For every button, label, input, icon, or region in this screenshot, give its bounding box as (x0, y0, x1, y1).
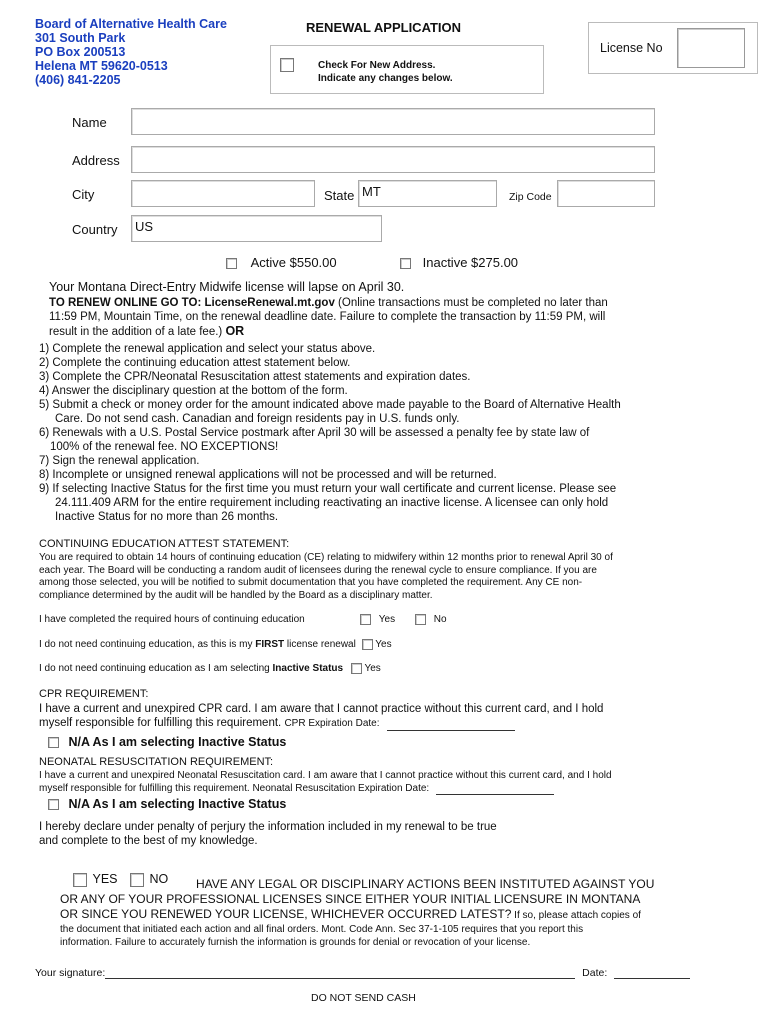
address-label: Address (72, 153, 120, 168)
cpr-na-checkbox[interactable] (48, 737, 59, 748)
inactive-checkbox[interactable] (400, 258, 411, 269)
disciplinary-attach-note: If so, please attach copies of (511, 910, 641, 921)
ce-body-line: each year. The Board will be conducting a random audit of licensees during the renewal cycle to ensure compliance. If you are (39, 564, 597, 576)
online-note-2: 11:59 PM, Mountain Time, on the renewal deadline date. Failure to complete the transaction by 11:59 PM, will (49, 311, 606, 323)
disciplinary-question-2: OR ANY OF YOUR PROFESSIONAL LICENSES SINCE EITHER YOUR INITIAL LICENSURE IN MONTANA (60, 892, 641, 906)
online-note-3: result in the addition of a late fee.) (49, 326, 223, 338)
instruction-step-line: 9) If selecting Inactive Status for the first time you must return your wall certificate and current license. Please see (39, 483, 617, 495)
instruction-step (39, 370, 759, 384)
instruction-step (39, 426, 759, 454)
declaration-line-1: I hereby declare under penalty of perjury the information included in my renewal to be true (39, 821, 497, 833)
org-name: Board of Alternative Health Care (35, 17, 227, 31)
state-label: State (324, 188, 355, 203)
ce-body-line: You are required to obtain 14 hours of continuing education (CE) relating to midwifery within 12 months prior to renewal April 30 of (39, 552, 613, 563)
instruction-step-line: 4) Answer the disciplinary question at the bottom of the form. (39, 385, 348, 397)
ce-q1-no-checkbox[interactable] (415, 614, 426, 625)
ce-body-line: compliance determined by the audit will be handled by the Board as a disciplinary matter. (39, 589, 433, 601)
signature-line[interactable] (105, 967, 575, 979)
cpr-expiration-line[interactable] (387, 719, 515, 731)
signature-row (35, 967, 690, 979)
city-input[interactable] (131, 180, 315, 207)
disciplinary-no-checkbox[interactable] (130, 873, 144, 887)
new-address-hint: Indicate any changes below. (318, 73, 453, 84)
disciplinary-yes-label: YES (92, 872, 118, 886)
online-renewal-link[interactable]: TO RENEW ONLINE GO TO: LicenseRenewal.mt.gov (49, 297, 335, 309)
form-title: RENEWAL APPLICATION (306, 20, 462, 35)
neonatal-heading: NEONATAL RESUSCITATION REQUIREMENT: (39, 756, 274, 768)
instruction-step-line: 1) Complete the renewal application and select your status above. (39, 343, 376, 355)
disciplinary-question-3: OR SINCE YOU RENEWED YOUR LICENSE, WHICHEVER OCCURRED LATEST? (60, 907, 512, 921)
ce-q1-text: I have completed the required hours of continuing education (39, 614, 305, 625)
new-address-box (270, 45, 544, 94)
license-number-input[interactable] (677, 28, 745, 68)
instruction-step (39, 468, 759, 482)
cpr-expiration-label: CPR Expiration Date: (284, 718, 380, 729)
country-label: Country (72, 222, 118, 237)
org-city: Helena MT 59620-0513 (35, 59, 168, 73)
inactive-status-option[interactable] (400, 255, 518, 270)
ce-q3-bold: Inactive Status (272, 663, 344, 675)
ce-heading: CONTINUING EDUCATION ATTEST STATEMENT: (39, 538, 290, 550)
instruction-step (39, 482, 759, 524)
instruction-step (39, 342, 759, 356)
ce-q3-yes-label: Yes (364, 663, 381, 675)
ce-q2-yes-label: Yes (375, 639, 392, 651)
disciplinary-question (60, 892, 760, 949)
instruction-step (39, 454, 759, 468)
instruction-step-line: 5) Submit a check or money order for the amount indicated above made payable to the Board of Alternative Health (39, 399, 621, 411)
lapse-notice: Your Montana Direct-Entry Midwife license will lapse on April 30. (49, 280, 405, 294)
neonatal-statement (39, 770, 759, 795)
online-note-1: (Online transactions must be completed no later than (334, 297, 608, 309)
active-checkbox[interactable] (226, 258, 237, 269)
or-label: OR (225, 324, 245, 338)
ce-q3-yes-checkbox[interactable] (351, 663, 362, 674)
new-address-checkbox[interactable] (280, 58, 294, 72)
footer-note: DO NOT SEND CASH (311, 992, 416, 1004)
ce-q2-yes-checkbox[interactable] (362, 639, 373, 650)
name-input[interactable] (131, 108, 655, 135)
country-input[interactable]: US (131, 215, 382, 242)
org-street: 301 South Park (35, 31, 126, 45)
active-status-option[interactable] (226, 255, 337, 270)
license-number-box (588, 22, 758, 74)
instruction-step (39, 384, 759, 398)
instruction-step-line: 8) Incomplete or unsigned renewal applications will not be processed and will be returned. (39, 469, 497, 481)
neonatal-expiration-label: Neonatal Resuscitation Expiration Date: (252, 782, 430, 794)
instruction-step-line: 7) Sign the renewal application. (39, 455, 200, 467)
ce-q1-no-label: No (433, 614, 447, 626)
ce-body (39, 552, 759, 602)
ce-q2-post: license renewal (284, 639, 356, 651)
instruction-step (39, 398, 759, 426)
zip-label: Zip Code (509, 191, 552, 203)
ce-q2-pre: I do not need continuing education, as this is my (39, 639, 256, 651)
ce-q2-bold: FIRST (255, 639, 285, 651)
cpr-na-label: N/A As I am selecting Inactive Status (68, 735, 287, 749)
perjury-declaration (39, 820, 497, 848)
ce-q1-no-option[interactable] (415, 614, 447, 627)
disciplinary-note-2: information. Failure to accurately furnish the information is grounds for denial or revocation of your license. (60, 937, 531, 948)
instruction-step-line: 2) Complete the continuing education attest statement below. (39, 357, 351, 369)
org-po-box: PO Box 200513 (35, 45, 126, 59)
date-line[interactable] (614, 967, 690, 979)
cpr-heading: CPR REQUIREMENT: (39, 688, 149, 700)
ce-q1-yes-option[interactable] (360, 614, 395, 627)
ce-q1-yes-label: Yes (378, 614, 396, 626)
declaration-line-2: and complete to the best of my knowledge. (39, 835, 258, 847)
ce-question-first-renewal (39, 639, 392, 652)
cpr-line-2: myself responsible for fulfilling this requirement. (39, 717, 282, 729)
instruction-step-line: 24.111.409 ARM for the entire requirement including reactivating an inactive license. A licensee can only hold (55, 497, 609, 509)
ce-q1-yes-checkbox[interactable] (360, 614, 371, 625)
neonatal-na-checkbox[interactable] (48, 799, 59, 810)
cpr-na-option[interactable] (48, 735, 286, 749)
city-label: City (72, 187, 95, 202)
disciplinary-no-label: NO (149, 872, 169, 886)
neonatal-na-label: N/A As I am selecting Inactive Status (68, 797, 287, 811)
disciplinary-note-1: the document that initiated each action and all final orders. Mont. Code Ann. Sec 37-1-105 requires that you report this (60, 924, 584, 935)
disciplinary-question-1: HAVE ANY LEGAL OR DISCIPLINARY ACTIONS BEEN INSTITUTED AGAINST YOU (196, 877, 655, 891)
neonatal-na-option[interactable] (48, 797, 286, 811)
instruction-step (39, 356, 759, 370)
ce-question-completed (39, 614, 305, 627)
license-number-label: License No (600, 41, 663, 55)
ce-question-inactive (39, 663, 381, 676)
instruction-step-line: Care. Do not send cash. Canadian and foreign residents pay in U.S. funds only. (55, 413, 460, 425)
state-input[interactable]: MT (358, 180, 497, 207)
ce-body-line: among those selected, you will be notified to submit documentation that you have completed the requirement. Any CE non- (39, 577, 583, 588)
name-label: Name (72, 115, 107, 130)
neonatal-expiration-line[interactable] (436, 783, 554, 795)
instruction-step-line: Inactive Status for no more than 26 months. (55, 511, 279, 523)
neonatal-line-2: myself responsible for fulfilling this requirement. (39, 782, 250, 794)
disciplinary-yes-checkbox[interactable] (73, 873, 87, 887)
instruction-step-line: 6) Renewals with a U.S. Postal Service postmark after April 30 will be assessed a penalty fee by state law of (39, 427, 590, 439)
ce-q3-pre: I do not need continuing education as I am selecting (39, 663, 273, 675)
neonatal-line-1: I have a current and unexpired Neonatal Resuscitation card. I am aware that I cannot practice without this current card, and I hold (39, 770, 612, 781)
disciplinary-no-option[interactable] (130, 872, 168, 887)
board-address-block (35, 17, 227, 87)
cpr-line-1: I have a current and unexpired CPR card. I am aware that I cannot practice without this current card, and I hold (39, 703, 604, 715)
org-phone: (406) 841-2205 (35, 73, 121, 87)
address-input[interactable] (131, 146, 655, 173)
inactive-label: Inactive $275.00 (422, 255, 519, 270)
instruction-step-line: 3) Complete the CPR/Neonatal Resuscitation attest statements and expiration dates. (39, 371, 471, 383)
instruction-step-line: 100% of the renewal fee. NO EXCEPTIONS! (50, 441, 279, 453)
date-label: Date: (582, 967, 608, 979)
online-renewal-block (49, 296, 749, 339)
disciplinary-yes-option[interactable] (73, 872, 118, 887)
cpr-statement (39, 702, 759, 731)
instruction-steps (39, 342, 759, 524)
signature-label: Your signature: (35, 967, 106, 979)
zip-input[interactable] (557, 180, 655, 207)
active-label: Active $550.00 (250, 255, 337, 270)
new-address-label: Check For New Address. (318, 60, 436, 71)
